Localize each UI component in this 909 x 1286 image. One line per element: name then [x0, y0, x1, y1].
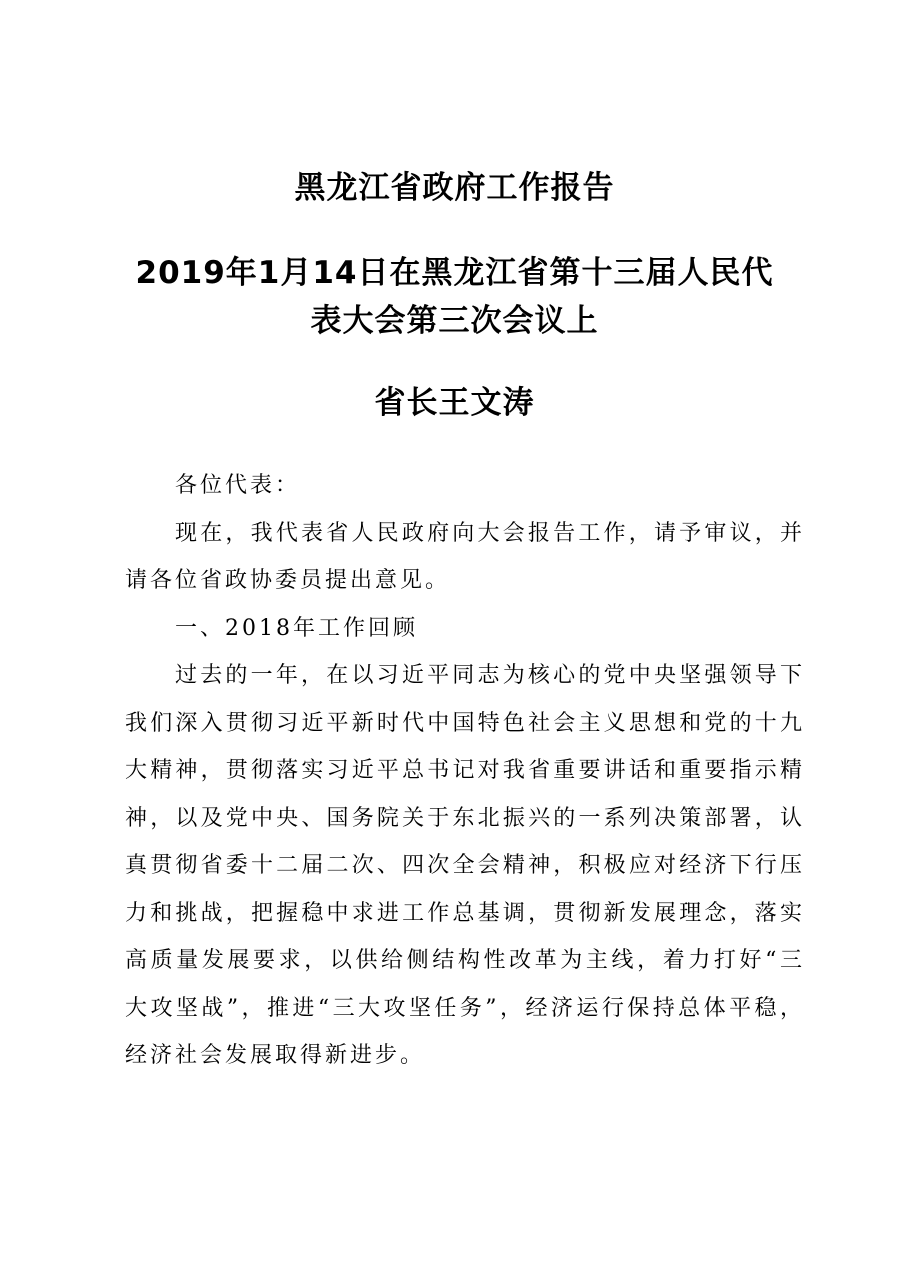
report-speaker: 省长王文涛 [374, 385, 535, 421]
review-paragraph: 过去的一年，在以习近平同志为核心的党中央坚强领导下我们深入贯彻习近平新时代中国特色社会主义思想和党的十九大精神，贯彻落实习近平总书记对我省重要讲话和重要指示精神，以及党中央、国务院关于东北振兴的一系列决策部署，认真贯彻省委十二届二次、四次全会精神，积极应对经济下行压力和挑战，把握稳中求进工作总基调，贯彻新发展理念，落实高质量发展要求，以供给侧结构性改革为主线，着力打好“三大攻坚战”，推进“三大攻坚任务”，经济运行保持总体平稳，经济社会发展取得新进步。 [125, 663, 805, 1068]
report-body [125, 462, 805, 1080]
report-subtitle-line-2: 表大会第三次会议上 [310, 303, 599, 339]
opening-paragraph: 现在，我代表省人民政府向大会报告工作，请予审议，并请各位省政协委员提出意见。 [125, 520, 805, 593]
salutation-paragraph: 各位代表： [175, 473, 301, 498]
section-heading: 一、2018年工作回顾 [175, 615, 418, 641]
report-subtitle-line-1: 2019年1月14日在黑龙江省第十三届人民代 [135, 255, 774, 291]
report-title: 黑龙江省政府工作报告 [294, 170, 615, 206]
